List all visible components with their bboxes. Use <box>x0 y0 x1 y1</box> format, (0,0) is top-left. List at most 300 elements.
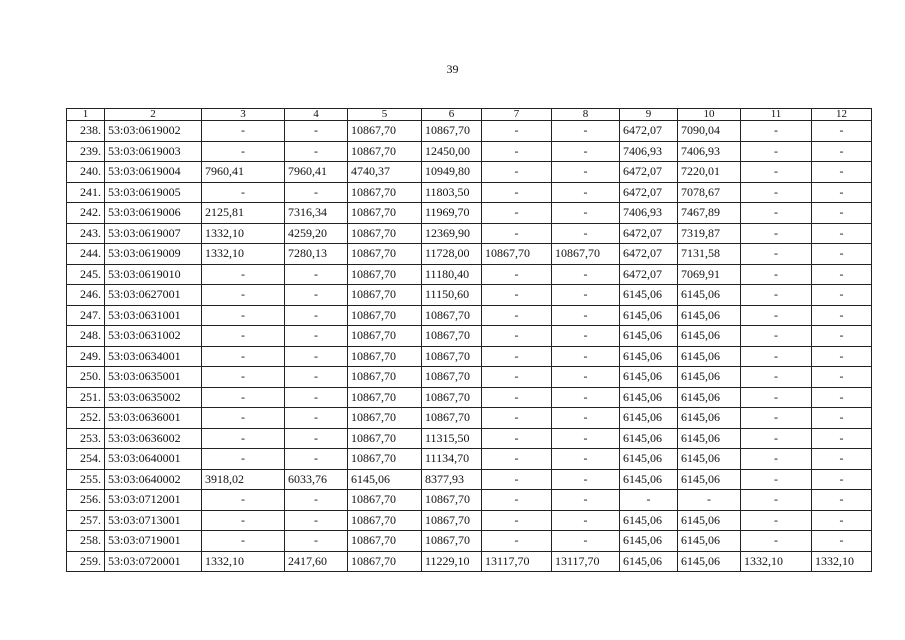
row-number-cell: 252. <box>67 408 105 429</box>
value-cell: - <box>552 449 620 470</box>
value-cell: - <box>678 490 741 511</box>
table-row <box>67 510 872 531</box>
cadastral-code-cell: 53:03:0631002 <box>105 326 202 347</box>
value-cell: - <box>741 223 812 244</box>
value-cell: - <box>482 162 552 183</box>
table-row <box>67 162 872 183</box>
value-cell: - <box>202 141 285 162</box>
value-cell: - <box>202 510 285 531</box>
value-cell: 1332,10 <box>202 244 285 265</box>
value-cell: 10867,70 <box>482 244 552 265</box>
value-cell: - <box>741 510 812 531</box>
row-number-cell: 245. <box>67 264 105 285</box>
row-number-cell: 248. <box>67 326 105 347</box>
value-cell: - <box>552 305 620 326</box>
value-cell: 6145,06 <box>620 387 678 408</box>
value-cell: - <box>202 490 285 511</box>
value-cell: - <box>482 121 552 142</box>
value-cell: - <box>552 162 620 183</box>
value-cell: 6145,06 <box>620 510 678 531</box>
cadastral-code-cell: 53:03:0719001 <box>105 531 202 552</box>
column-header-5: 5 <box>348 109 422 121</box>
table-row <box>67 121 872 142</box>
value-cell: 6145,06 <box>678 469 741 490</box>
value-cell: - <box>812 531 872 552</box>
value-cell: - <box>812 326 872 347</box>
cadastral-code-cell: 53:03:0713001 <box>105 510 202 531</box>
value-cell: 6145,06 <box>620 551 678 572</box>
value-cell: 6145,06 <box>348 469 422 490</box>
column-header-1: 1 <box>67 109 105 121</box>
value-cell: 10867,70 <box>348 551 422 572</box>
value-cell: - <box>285 326 348 347</box>
value-cell: - <box>552 203 620 224</box>
value-cell: - <box>812 285 872 306</box>
row-number-cell: 242. <box>67 203 105 224</box>
value-cell: - <box>285 387 348 408</box>
value-cell: 6145,06 <box>620 285 678 306</box>
value-cell: - <box>482 449 552 470</box>
cadastral-code-cell: 53:03:0640001 <box>105 449 202 470</box>
column-header-9: 9 <box>620 109 678 121</box>
value-cell: 6145,06 <box>678 408 741 429</box>
row-number-cell: 239. <box>67 141 105 162</box>
value-cell: - <box>552 510 620 531</box>
table-row <box>67 531 872 552</box>
page-number: 39 <box>446 62 459 76</box>
value-cell: - <box>741 285 812 306</box>
value-cell: - <box>552 141 620 162</box>
cadastral-code-cell: 53:03:0627001 <box>105 285 202 306</box>
value-cell: - <box>285 121 348 142</box>
value-cell: - <box>552 428 620 449</box>
value-cell: - <box>812 121 872 142</box>
row-number-cell: 238. <box>67 121 105 142</box>
value-cell: 10867,70 <box>348 428 422 449</box>
value-cell: - <box>482 367 552 388</box>
value-cell: 11134,70 <box>422 449 482 470</box>
value-cell: - <box>741 182 812 203</box>
row-number-cell: 258. <box>67 531 105 552</box>
cadastral-code-cell: 53:03:0635001 <box>105 367 202 388</box>
value-cell: 6472,07 <box>620 121 678 142</box>
column-header-3: 3 <box>202 109 285 121</box>
value-cell: - <box>741 203 812 224</box>
column-header-4: 4 <box>285 109 348 121</box>
table-body <box>67 121 872 572</box>
value-cell: 6145,06 <box>678 367 741 388</box>
value-cell: 6145,06 <box>678 326 741 347</box>
value-cell: 6145,06 <box>678 346 741 367</box>
value-cell: 6145,06 <box>620 305 678 326</box>
value-cell: 10867,70 <box>348 285 422 306</box>
value-cell: 6145,06 <box>678 531 741 552</box>
value-cell: 6145,06 <box>620 326 678 347</box>
value-cell: 10867,70 <box>422 510 482 531</box>
value-cell: - <box>552 346 620 367</box>
value-cell: 2417,60 <box>285 551 348 572</box>
column-header-10: 10 <box>678 109 741 121</box>
value-cell: - <box>552 182 620 203</box>
table-row <box>67 428 872 449</box>
value-cell: 7220,01 <box>678 162 741 183</box>
value-cell: 10949,80 <box>422 162 482 183</box>
value-cell: 10867,70 <box>348 264 422 285</box>
value-cell: 1332,10 <box>741 551 812 572</box>
row-number-cell: 240. <box>67 162 105 183</box>
value-cell: - <box>482 223 552 244</box>
value-cell: 10867,70 <box>348 141 422 162</box>
value-cell: 11229,10 <box>422 551 482 572</box>
value-cell: 6145,06 <box>620 469 678 490</box>
value-cell: - <box>741 387 812 408</box>
value-cell: 7069,91 <box>678 264 741 285</box>
row-number-cell: 244. <box>67 244 105 265</box>
cadastral-code-cell: 53:03:0619007 <box>105 223 202 244</box>
row-number-cell: 250. <box>67 367 105 388</box>
value-cell: 8377,93 <box>422 469 482 490</box>
value-cell: - <box>552 223 620 244</box>
table-row <box>67 182 872 203</box>
value-cell: 1332,10 <box>202 551 285 572</box>
value-cell: - <box>482 346 552 367</box>
value-cell: 6033,76 <box>285 469 348 490</box>
value-cell: - <box>285 182 348 203</box>
value-cell: - <box>812 408 872 429</box>
value-cell: - <box>741 326 812 347</box>
value-cell: - <box>285 264 348 285</box>
value-cell: - <box>285 490 348 511</box>
value-cell: 10867,70 <box>348 449 422 470</box>
value-cell: 6145,06 <box>678 551 741 572</box>
value-cell: 11803,50 <box>422 182 482 203</box>
value-cell: 10867,70 <box>348 510 422 531</box>
table-row <box>67 203 872 224</box>
value-cell: 6145,06 <box>620 531 678 552</box>
value-cell: - <box>552 469 620 490</box>
value-cell: - <box>552 490 620 511</box>
value-cell: - <box>285 531 348 552</box>
table-row <box>67 141 872 162</box>
value-cell: - <box>482 531 552 552</box>
value-cell: - <box>741 162 812 183</box>
cadastral-code-cell: 53:03:0640002 <box>105 469 202 490</box>
value-cell: - <box>482 264 552 285</box>
value-cell: - <box>202 428 285 449</box>
value-cell: 10867,70 <box>348 244 422 265</box>
value-cell: 10867,70 <box>348 182 422 203</box>
row-number-cell: 256. <box>67 490 105 511</box>
value-cell: - <box>552 285 620 306</box>
value-cell: 10867,70 <box>422 490 482 511</box>
value-cell: 11969,70 <box>422 203 482 224</box>
value-cell: 13117,70 <box>552 551 620 572</box>
value-cell: 6145,06 <box>678 387 741 408</box>
row-number-cell: 255. <box>67 469 105 490</box>
value-cell: 10867,70 <box>348 346 422 367</box>
cadastral-code-cell: 53:03:0619003 <box>105 141 202 162</box>
value-cell: 6472,07 <box>620 162 678 183</box>
table-row <box>67 244 872 265</box>
cadastral-code-cell: 53:03:0619002 <box>105 121 202 142</box>
value-cell: - <box>741 121 812 142</box>
value-cell: - <box>482 305 552 326</box>
value-cell: 6145,06 <box>620 428 678 449</box>
value-cell: - <box>741 449 812 470</box>
cadastral-code-cell: 53:03:0619005 <box>105 182 202 203</box>
value-cell: - <box>482 428 552 449</box>
value-cell: - <box>482 387 552 408</box>
value-cell: - <box>285 305 348 326</box>
value-cell: - <box>812 244 872 265</box>
row-number-cell: 253. <box>67 428 105 449</box>
value-cell: 6145,06 <box>678 285 741 306</box>
value-cell: 10867,70 <box>422 367 482 388</box>
value-cell: - <box>285 449 348 470</box>
value-cell: - <box>741 531 812 552</box>
value-cell: - <box>482 510 552 531</box>
value-cell: 4740,37 <box>348 162 422 183</box>
value-cell: 7960,41 <box>202 162 285 183</box>
column-header-12: 12 <box>812 109 872 121</box>
value-cell: 2125,81 <box>202 203 285 224</box>
cadastral-code-cell: 53:03:0635002 <box>105 387 202 408</box>
table-row <box>67 326 872 347</box>
value-cell: - <box>552 531 620 552</box>
value-cell: 10867,70 <box>422 346 482 367</box>
value-cell: 10867,70 <box>422 305 482 326</box>
value-cell: - <box>812 264 872 285</box>
cadastral-code-cell: 53:03:0619009 <box>105 244 202 265</box>
value-cell: - <box>285 408 348 429</box>
value-cell: - <box>812 449 872 470</box>
row-number-cell: 259. <box>67 551 105 572</box>
value-cell: - <box>202 326 285 347</box>
value-cell: - <box>741 264 812 285</box>
table-row <box>67 387 872 408</box>
value-cell: - <box>741 367 812 388</box>
value-cell: 11150,60 <box>422 285 482 306</box>
value-cell: 12450,00 <box>422 141 482 162</box>
value-cell: - <box>202 346 285 367</box>
column-header-2: 2 <box>105 109 202 121</box>
value-cell: - <box>812 387 872 408</box>
value-cell: 1332,10 <box>812 551 872 572</box>
value-cell: 10867,70 <box>422 387 482 408</box>
value-cell: 7131,58 <box>678 244 741 265</box>
value-cell: 10867,70 <box>348 367 422 388</box>
value-cell: - <box>741 490 812 511</box>
value-cell: 6145,06 <box>620 408 678 429</box>
value-cell: - <box>202 182 285 203</box>
cadastral-code-cell: 53:03:0619006 <box>105 203 202 224</box>
value-cell: - <box>202 305 285 326</box>
value-cell: - <box>482 408 552 429</box>
value-cell: - <box>285 141 348 162</box>
row-number-cell: 254. <box>67 449 105 470</box>
value-cell: - <box>552 121 620 142</box>
value-cell: 10867,70 <box>348 387 422 408</box>
row-number-cell: 251. <box>67 387 105 408</box>
cadastral-code-cell: 53:03:0636002 <box>105 428 202 449</box>
row-number-cell: 247. <box>67 305 105 326</box>
table-row <box>67 408 872 429</box>
value-cell: - <box>482 203 552 224</box>
value-cell: - <box>741 346 812 367</box>
value-cell: - <box>202 449 285 470</box>
value-cell: 6145,06 <box>620 449 678 470</box>
value-cell: 13117,70 <box>482 551 552 572</box>
value-cell: 7406,93 <box>678 141 741 162</box>
value-cell: - <box>741 428 812 449</box>
column-header-8: 8 <box>552 109 620 121</box>
value-cell: - <box>202 367 285 388</box>
cadastral-code-cell: 53:03:0619010 <box>105 264 202 285</box>
value-cell: 10867,70 <box>348 121 422 142</box>
column-header-11: 11 <box>741 109 812 121</box>
table-row <box>67 305 872 326</box>
value-cell: 10867,70 <box>348 203 422 224</box>
value-cell: - <box>812 203 872 224</box>
column-header-7: 7 <box>482 109 552 121</box>
cadastral-code-cell: 53:03:0634001 <box>105 346 202 367</box>
value-cell: - <box>620 490 678 511</box>
value-cell: 12369,90 <box>422 223 482 244</box>
value-cell: 7078,67 <box>678 182 741 203</box>
value-cell: 7280,13 <box>285 244 348 265</box>
value-cell: 10867,70 <box>348 531 422 552</box>
value-cell: - <box>482 490 552 511</box>
value-cell: 11180,40 <box>422 264 482 285</box>
cadastral-code-cell: 53:03:0631001 <box>105 305 202 326</box>
row-number-cell: 246. <box>67 285 105 306</box>
value-cell: 1332,10 <box>202 223 285 244</box>
table-row <box>67 285 872 306</box>
value-cell: - <box>812 428 872 449</box>
value-cell: - <box>741 408 812 429</box>
value-cell: - <box>285 428 348 449</box>
value-cell: 4259,20 <box>285 223 348 244</box>
value-cell: - <box>812 141 872 162</box>
value-cell: - <box>812 162 872 183</box>
value-cell: 6472,07 <box>620 264 678 285</box>
value-cell: - <box>202 285 285 306</box>
table-row <box>67 223 872 244</box>
value-cell: 6472,07 <box>620 182 678 203</box>
table-row <box>67 551 872 572</box>
value-cell: - <box>202 408 285 429</box>
value-cell: 7090,04 <box>678 121 741 142</box>
value-cell: - <box>741 141 812 162</box>
value-cell: 7406,93 <box>620 141 678 162</box>
value-cell: 7467,89 <box>678 203 741 224</box>
header-row <box>67 109 872 121</box>
value-cell: - <box>202 264 285 285</box>
value-cell: 10867,70 <box>422 121 482 142</box>
value-cell: 7319,87 <box>678 223 741 244</box>
table-row <box>67 469 872 490</box>
value-cell: - <box>552 408 620 429</box>
value-cell: - <box>812 490 872 511</box>
value-cell: - <box>202 387 285 408</box>
value-cell: 11315,50 <box>422 428 482 449</box>
value-cell: 10867,70 <box>348 223 422 244</box>
cadastral-code-cell: 53:03:0636001 <box>105 408 202 429</box>
data-table <box>66 108 872 572</box>
column-header-6: 6 <box>422 109 482 121</box>
value-cell: 6145,06 <box>620 367 678 388</box>
value-cell: 6145,06 <box>678 449 741 470</box>
table-row <box>67 490 872 511</box>
value-cell: - <box>285 367 348 388</box>
value-cell: 11728,00 <box>422 244 482 265</box>
value-cell: - <box>812 305 872 326</box>
value-cell: - <box>741 469 812 490</box>
value-cell: 7316,34 <box>285 203 348 224</box>
value-cell: - <box>552 387 620 408</box>
value-cell: - <box>202 121 285 142</box>
value-cell: - <box>482 285 552 306</box>
cadastral-code-cell: 53:03:0619004 <box>105 162 202 183</box>
value-cell: 10867,70 <box>422 326 482 347</box>
value-cell: 10867,70 <box>422 408 482 429</box>
table-row <box>67 367 872 388</box>
table-row <box>67 264 872 285</box>
row-number-cell: 257. <box>67 510 105 531</box>
row-number-cell: 241. <box>67 182 105 203</box>
value-cell: - <box>812 223 872 244</box>
value-cell: - <box>482 141 552 162</box>
value-cell: 10867,70 <box>552 244 620 265</box>
value-cell: - <box>202 531 285 552</box>
value-cell: - <box>285 346 348 367</box>
value-cell: 6145,06 <box>620 346 678 367</box>
value-cell: 6145,06 <box>678 428 741 449</box>
value-cell: - <box>812 510 872 531</box>
value-cell: 10867,70 <box>348 490 422 511</box>
row-number-cell: 249. <box>67 346 105 367</box>
value-cell: 6145,06 <box>678 510 741 531</box>
value-cell: - <box>812 367 872 388</box>
value-cell: 6472,07 <box>620 244 678 265</box>
value-cell: - <box>552 367 620 388</box>
value-cell: 10867,70 <box>348 326 422 347</box>
row-number-cell: 243. <box>67 223 105 244</box>
value-cell: - <box>285 510 348 531</box>
value-cell: - <box>552 264 620 285</box>
cadastral-code-cell: 53:03:0720001 <box>105 551 202 572</box>
value-cell: - <box>741 305 812 326</box>
value-cell: - <box>285 285 348 306</box>
value-cell: 6145,06 <box>678 305 741 326</box>
value-cell: - <box>552 326 620 347</box>
value-cell: 7406,93 <box>620 203 678 224</box>
cadastral-code-cell: 53:03:0712001 <box>105 490 202 511</box>
value-cell: 7960,41 <box>285 162 348 183</box>
value-cell: - <box>482 182 552 203</box>
value-cell: - <box>741 244 812 265</box>
table-row <box>67 449 872 470</box>
table-row <box>67 346 872 367</box>
value-cell: - <box>812 346 872 367</box>
value-cell: 6472,07 <box>620 223 678 244</box>
value-cell: 3918,02 <box>202 469 285 490</box>
value-cell: - <box>482 326 552 347</box>
value-cell: - <box>482 469 552 490</box>
table-header <box>67 109 872 121</box>
value-cell: 10867,70 <box>348 305 422 326</box>
value-cell: - <box>812 469 872 490</box>
